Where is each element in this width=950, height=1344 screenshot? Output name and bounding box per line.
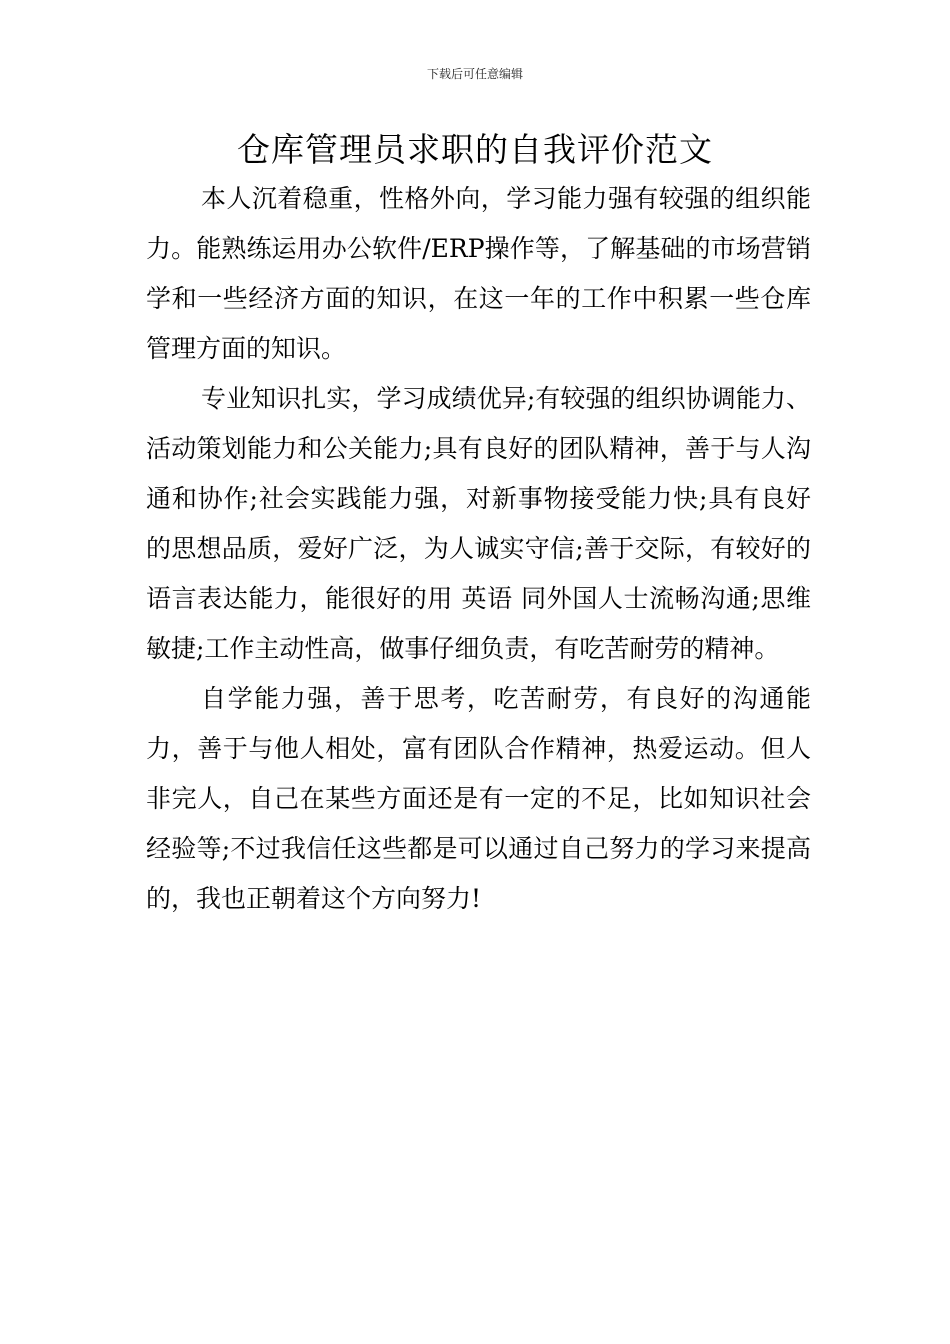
paragraph-2: 专业知识扎实，学习成绩优异;有较强的组织协调能力、活动策划能力和公关能力;具有良好的团队精神，善于与人沟通和协作;社会实践能力强，对新事物接受能力快;具有良好的思想品质，爱好广泛，为人诚实守信;善于交际，有较好的语言表达能力，能很好的用 英语 同外国人士流畅沟通;思维敏捷;工作主动性高，做事仔细负责，有吃苦耐劳的精神。 <box>146 384 811 663</box>
paragraph-1: 本人沉着稳重，性格外向，学习能力强有较强的组织能力。能熟练运用办公软件/ERP操作等，了解基础的市场营销学和一些经济方面的知识，在这一年的工作中积累一些仓库管理方面的知识。 <box>146 184 811 363</box>
paragraph-3: 自学能力强，善于思考，吃苦耐劳，有良好的沟通能力，善于与他人相处，富有团队合作精神，热爱运动。但人非完人，自己在某些方面还是有一定的不足，比如知识社会经验等;不过我信任这些都是可以通过自己努力的学习来提高的，我也正朝着这个方向努力! <box>146 684 811 913</box>
document-body <box>146 174 811 924</box>
header-note: 下载后可任意编辑 <box>426 67 523 81</box>
document-title: 仓库管理员求职的自我评价范文 <box>237 130 713 169</box>
